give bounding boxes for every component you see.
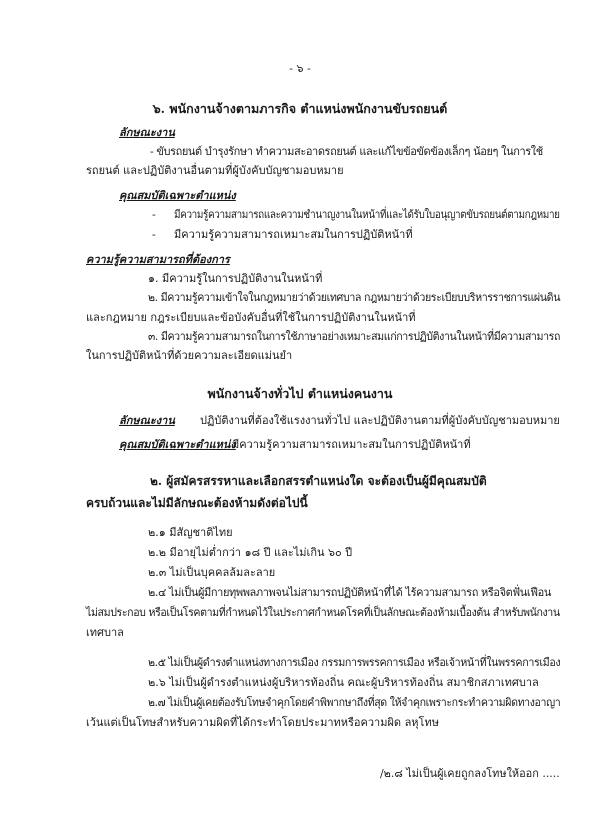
- requirement-item: ๒.๒ มีอายุไม่ต่ำกว่า ๑๘ ปี และไม่เกิน ๖๐ ปี: [148, 546, 353, 559]
- qualifications-label: คุณสมบัติเฉพาะตำแหน่ง: [119, 189, 236, 202]
- duties-line-1: - ขับรถยนต์ บำรุงรักษา ทำความสะอาดรถยนต์ และแก้ไขข้อขัดข้องเล็กๆ น้อยๆ ในการใช้: [150, 145, 543, 158]
- knowledge-item-3-line-1: ๓. มีความรู้ความสามารถในการใช้ภาษาอย่างเหมาะสมแก่การปฏิบัติงานในหน้าที่มีความสามารถ: [148, 330, 561, 343]
- duties-label: ลักษณะงาน: [119, 126, 175, 139]
- general-worker-heading: พนักงานจ้างทั่วไป ตำแหน่งคนงาน: [207, 386, 393, 401]
- qualification-item: มีความรู้ความสามารถและความชำนาญงานในหน้าที่และได้รับใบอนุญาตขับรถยนต์ตามกฎหมาย: [174, 208, 560, 221]
- requirement-item-continuation: ไม่สมประกอบ หรือเป็นโรคตามที่กำหนดไว้ในประกาศกำหนดโรคที่เป็นลักษณะต้องห้ามเบื้องต้น สำหรับพนักงาน: [86, 606, 560, 619]
- requirement-item: ๒.๕ ไม่เป็นผู้ดำรงตำแหน่งทางการเมือง กรรมการพรรคการเมือง หรือเจ้าหน้าที่ในพรรคการเมือง: [148, 656, 561, 669]
- knowledge-item-3-line-2: ในการปฏิบัติหน้าที่ด้วยความละเอียดแม่นยำ: [86, 349, 293, 362]
- general-duties-text: ปฏิบัติงานที่ต้องใช้แรงงานทั่วไป และปฏิบัติงานตามที่ผู้บังคับบัญชามอบหมาย: [200, 414, 560, 427]
- qualification-item: มีความรู้ความสามารถเหมาะสมในการปฏิบัติหน้าที่: [174, 228, 413, 241]
- duties-line-2: รถยนต์ และปฏิบัติงานอื่นตามที่ผู้บังคับบัญชามอบหมาย: [86, 164, 344, 177]
- bullet-dash: -: [152, 208, 156, 221]
- general-duties-label: ลักษณะงาน: [119, 414, 175, 427]
- requirement-item-continuation: เว้นแต่เป็นโทษสำหรับความผิดที่ได้กระทำโดยประมาทหรือความผิด ลหุโทษ: [86, 716, 439, 729]
- general-qualifications-text: มีความรู้ความสามารถเหมาะสมในการปฏิบัติหน้าที่: [232, 438, 471, 451]
- requirement-item-continuation: เทศบาล: [86, 626, 124, 639]
- knowledge-label: ความรู้ความสามารถที่ต้องการ: [86, 253, 230, 266]
- requirement-item: ๒.๖ ไม่เป็นผู้ดำรงตำแหน่งผู้บริหารท้องถิ่น คณะผู้บริหารท้องถิ่น สมาชิกสภาเทศบาล: [148, 676, 539, 689]
- knowledge-item-1: ๑. มีความรู้ในการปฏิบัติงานในหน้าที่: [148, 272, 323, 285]
- continuation-note: /๒.๘ ไม่เป็นผู้เคยถูกลงโทษให้ออก .....: [380, 767, 560, 780]
- requirement-item: ๒.๑ มีสัญชาติไทย: [148, 526, 233, 539]
- knowledge-item-2-line-1: ๒. มีความรู้ความเข้าใจในกฎหมายว่าด้วยเทศบาล กฎหมายว่าด้วยระเบียบบริหารราชการแผ่นดิน: [148, 291, 561, 304]
- general-qualifications-label: คุณสมบัติเฉพาะตำแหน่ง: [119, 438, 236, 451]
- knowledge-item-2-line-2: และกฎหมาย กฎระเบียบและข้อบังคับอื่นที่ใช้ในการปฏิบัติงานในหน้าที่: [86, 311, 416, 324]
- section-2-heading-line-2: ครบถ้วนและไม่มีลักษณะต้องห้ามดังต่อไปนี้: [86, 496, 308, 510]
- section-6-heading: ๖. พนักงานจ้างตามภารกิจ ตำแหน่งพนักงานขับรถยนต์: [152, 101, 448, 116]
- page-number: - ๖ -: [289, 62, 311, 75]
- bullet-dash: -: [152, 228, 156, 241]
- section-2-heading-line-1: ๒. ผู้สมัครสรรหาและเลือกสรรตำแหน่งใด จะต้องเป็นผู้มีคุณสมบัติ: [150, 474, 487, 488]
- requirement-item: ๒.๗ ไม่เป็นผู้เคยต้องรับโทษจำคุกโดยคำพิพากษาถึงที่สุด ให้จำคุกเพราะกระทำความผิดทางอาญา: [148, 696, 561, 709]
- requirement-item: ๒.๓ ไม่เป็นบุคคลล้มละลาย: [148, 566, 276, 579]
- requirement-item: ๒.๔ ไม่เป็นผู้มีกายทุพพลภาพจนไม่สามารถปฏิบัติหน้าที่ได้ ไร้ความสามารถ หรือจิตฟั่นเฟือน: [148, 586, 551, 599]
